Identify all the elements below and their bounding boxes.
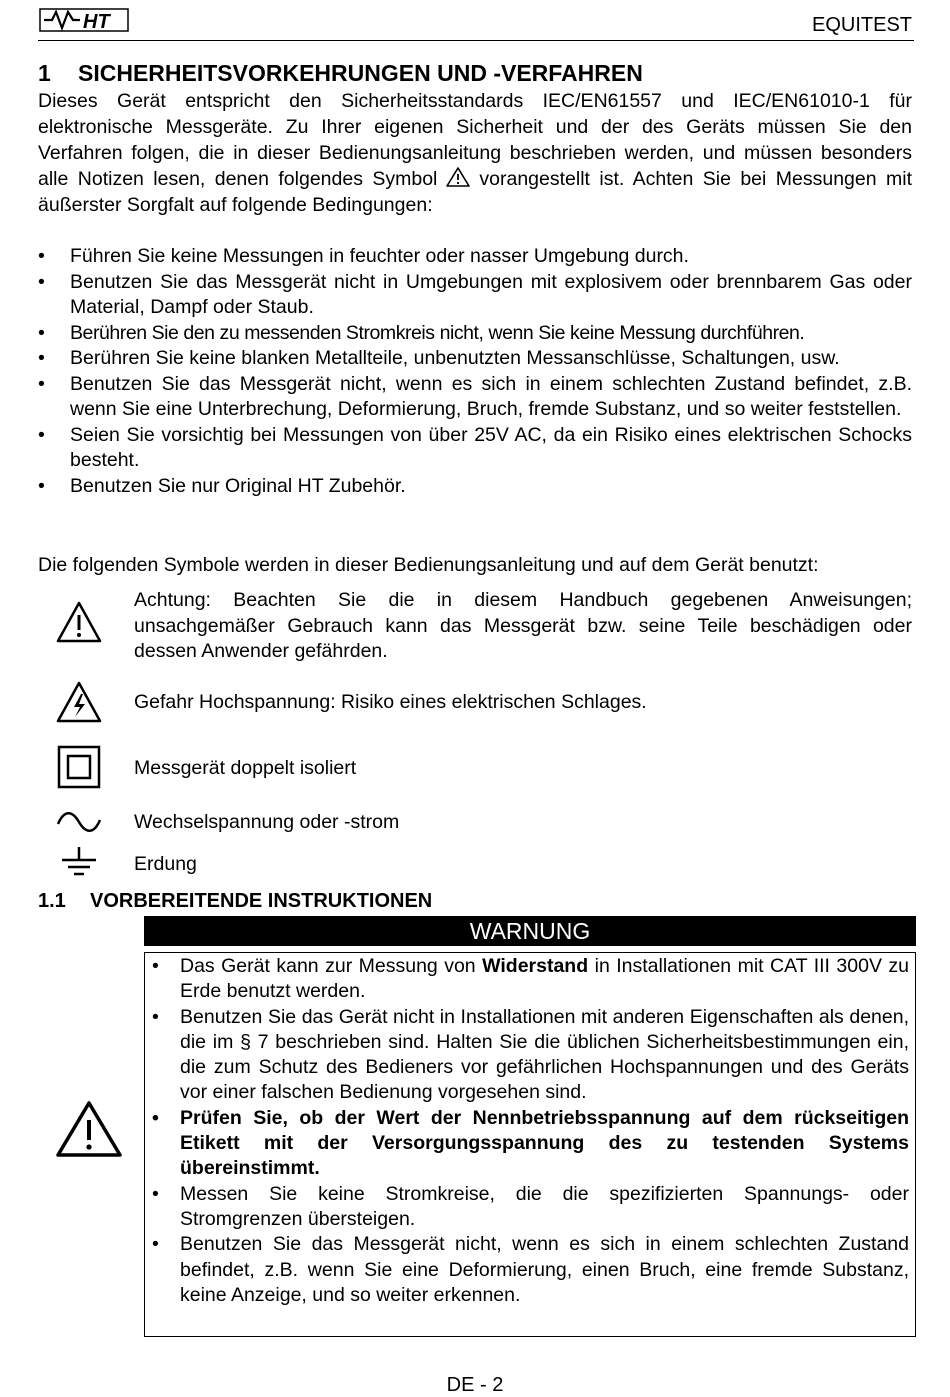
symbol-description: Achtung: Beachten Sie die in diesem Handbuch gegebenen Anweisungen; unsachgemäßer Gebrauch kann das Messgerät bzw. seine Teile beschädigen oder dessen Anwender gefährden. <box>134 589 912 662</box>
section-title: SICHERHEITSVORKEHRUNGEN UND -VERFAHREN <box>78 60 643 86</box>
symbol-description: Wechselspannung oder -strom <box>134 811 400 833</box>
subsection-number: 1.1 <box>38 890 66 912</box>
list-item: • Benutzen Sie nur Original HT Zubehör. <box>38 474 912 500</box>
ac-wave-icon <box>55 810 103 834</box>
warning-header: WARNUNG <box>144 916 916 946</box>
safety-bullet-list <box>38 244 912 499</box>
list-item: • Berühren Sie den zu messenden Stromkreis nicht, wenn Sie keine Messung durchführen. <box>38 321 912 347</box>
ground-icon <box>60 846 98 880</box>
list-item: • Benutzen Sie das Messgerät nicht in Umgebungen mit explosivem oder brennbarem Gas oder Material, Dampf oder Staub. <box>38 270 912 321</box>
subsection-heading <box>38 890 432 913</box>
list-item: • Messen Sie keine Stromkreise, die die spezifizierten Spannungs- oder Stromgrenzen übersteigen. <box>148 1182 909 1233</box>
symbol-description: Gefahr Hochspannung: Risiko eines elektrischen Schlages. <box>134 691 647 713</box>
intro-paragraph: Dieses Gerät entspricht den Sicherheitsstandards IEC/EN61557 und IEC/EN61010-1 für elektronische Messgeräte. Zu Ihrer eigenen Sicherheit und der des Geräts müssen Sie den Verfahren folgen, die in dieser Bedienungsanleitung beschrieben werden, und müssen besonders alle Notizen lesen, denen folgendes Symbol vorangestellt ist. Achten Sie bei Messungen mit äußerster Sorgfalt auf folgende Bedingungen: <box>38 90 912 216</box>
list-item: • Benutzen Sie das Gerät nicht in Installationen mit anderen Eigenschaften als denen, die im § 7 beschrieben sind. Halten Sie die üblichen Sicherheitsbestimmungen ein, die zum Schutz des Bedieners vor gefährlichen Hochspannungen und des Geräts vor einer falschen Bedienung vorgesehen sind. <box>148 1005 909 1106</box>
list-item: • Benutzen Sie das Messgerät nicht, wenn es sich in einem schlechten Zustand befindet, z.B. wenn Sie eine Unterbrechung, Deformierung, Bruch, fremde Substanz, und so weiter feststellen. <box>38 372 912 423</box>
list-item: • Das Gerät kann zur Messung von Widerstand in Installationen mit CAT III 300V zu Erde benutzt werden. <box>148 954 909 1005</box>
symbol-description: Erdung <box>134 853 197 875</box>
high-voltage-icon <box>55 680 103 724</box>
warning-list <box>148 954 909 1308</box>
list-item: • Seien Sie vorsichtig bei Messungen von über 25V AC, da ein Risiko eines elektrischen Schocks besteht. <box>38 423 912 474</box>
list-item: • Berühren Sie keine blanken Metallteile, unbenutzten Messanschlüsse, Schaltungen, usw. <box>38 346 912 372</box>
warning-triangle-icon <box>55 1100 123 1158</box>
warning-triangle-icon <box>55 600 103 644</box>
list-item: • Führen Sie keine Messungen in feuchter oder nasser Umgebung durch. <box>38 244 912 270</box>
product-name: EQUITEST <box>811 14 912 36</box>
ht-logo <box>38 6 130 34</box>
double-insulation-icon <box>57 745 101 789</box>
list-item: • Benutzen Sie das Messgerät nicht, wenn es sich in einem schlechten Zustand befindet, z.B. wenn Sie eine Deformierung, einen Bruch, eine fremde Substanz, keine Anzeige, und so weiter erkennen. <box>148 1232 909 1308</box>
list-item: • Prüfen Sie, ob der Wert der Nennbetriebsspannung auf dem rückseitigen Etikett mit der Versorgungsspannung des zu testenden Systems übereinstimmt. <box>148 1106 909 1182</box>
header-divider <box>38 40 914 41</box>
section-number: 1 <box>38 60 51 86</box>
section-heading <box>38 60 643 87</box>
brand-text: HT <box>83 11 110 33</box>
symbol-description: Messgerät doppelt isoliert <box>134 757 357 779</box>
symbols-intro: Die folgenden Symbole werden in dieser Bedienungsanleitung und auf dem Gerät benutzt: <box>38 554 819 576</box>
warning-triangle-icon <box>445 166 471 188</box>
subsection-title: VORBEREITENDE INSTRUKTIONEN <box>90 890 433 912</box>
page-number: DE - 2 <box>446 1374 504 1396</box>
